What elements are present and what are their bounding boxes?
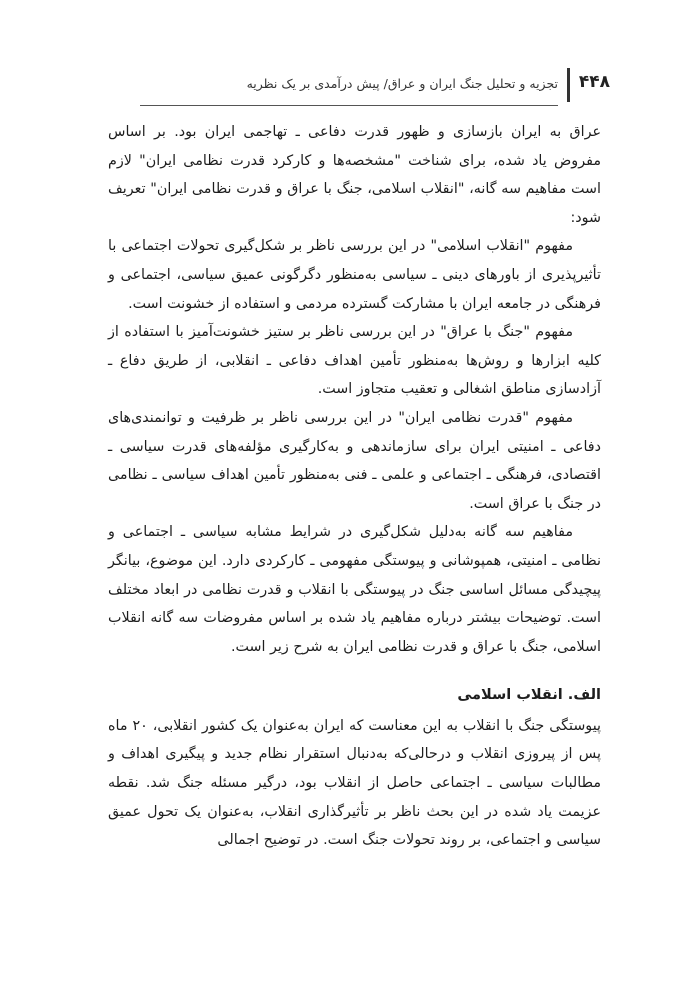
- header-rule: [140, 105, 558, 106]
- running-title: تجزیه و تحلیل جنگ ایران و عراق/ پیش درآمدی بر یک نظریه: [246, 76, 558, 91]
- paragraph: مفهوم "قدرت نظامی ایران" در این بررسی ناظر بر ظرفیت و توانمندی‌های دفاعی ـ امنیتی ایران برای سازماندهی و به‌کارگیری مؤلفه‌های قدرت سیاسی ـ اقتصادی، فرهنگی ـ اجتماعی و علمی ـ فنی به‌منظور تأمین اهداف سیاسی ـ نظامی در جنگ با عراق است.: [108, 409, 601, 512]
- page-number: ۴۴۸: [578, 72, 610, 92]
- paragraph: مفهوم "انقلاب اسلامی" در این بررسی ناظر بر شکل‌گیری تحولات اجتماعی با تأثیرپذیری از باورهای دینی ـ سیاسی به‌منظور دگرگونی عمیق سیاسی، اجتماعی و فرهنگی در جامعه ایران با مشارکت گسترده مردمی و استفاده از خشونت است.: [108, 238, 601, 312]
- paragraph: پیوستگی جنگ با انقلاب به این معناست که ایران به‌عنوان یک کشور انقلابی، ۲۰ ماه پس از پیروزی انقلاب و درحالی‌که به‌دنبال استقرار نظام جدید و پیگیری اهداف و مطالبات سیاسی ـ اجتماعی حاصل از انقلاب بود، درگیر مسئله جنگ شد. نقطه عزیمت یاد شده در این بحث ناظر بر تأثیرگذاری انقلاب، به‌عنوان یک تحول عمیق سیاسی و اجتماعی، بر روند تحولات جنگ است. در توضیح اجمالی: [108, 717, 601, 849]
- paragraph: عراق به ایران بازسازی و ظهور قدرت دفاعی ـ تهاجمی ایران بود. بر اساس مفروض یاد شده، برای شناخت "مشخصه‌ها و کارکرد قدرت نظامی ایران" لازم است مفاهیم سه گانه، "انقلاب اسلامی، جنگ با عراق و قدرت نظامی ایران" تعریف شود:: [108, 124, 601, 226]
- body-text: [108, 118, 601, 855]
- paragraph: مفاهیم سه گانه به‌دلیل شکل‌گیری در شرایط مشابه سیاسی ـ اجتماعی و نظامی ـ امنیتی، همپوشانی و پیوستگی مفهومی ـ کارکردی دارد. این موضوع، بیانگر پیچیدگی مسائل اساسی جنگ در پیوستگی با انقلاب و قدرت نظامی در ابعاد مختلف است. توضیحات بیشتر درباره مفاهیم یاد شده بر اساس مفروضات سه گانه انقلاب اسلامی، جنگ با عراق و قدرت نظامی ایران به شرح زیر است.: [108, 524, 601, 655]
- paragraph: مفهوم "جنگ با عراق" در این بررسی ناظر بر ستیز خشونت‌آمیز با استفاده از کلیه ابزارها و روش‌ها به‌منظور تأمین اهداف دفاعی ـ انقلابی، از طریق دفاع ـ آزادسازی مناطق اشغالی و تعقیب متجاوز است.: [108, 324, 601, 398]
- header-divider-bar: [567, 68, 570, 102]
- section-heading: الف. انقلاب اسلامی: [457, 687, 601, 704]
- running-header: [140, 66, 610, 106]
